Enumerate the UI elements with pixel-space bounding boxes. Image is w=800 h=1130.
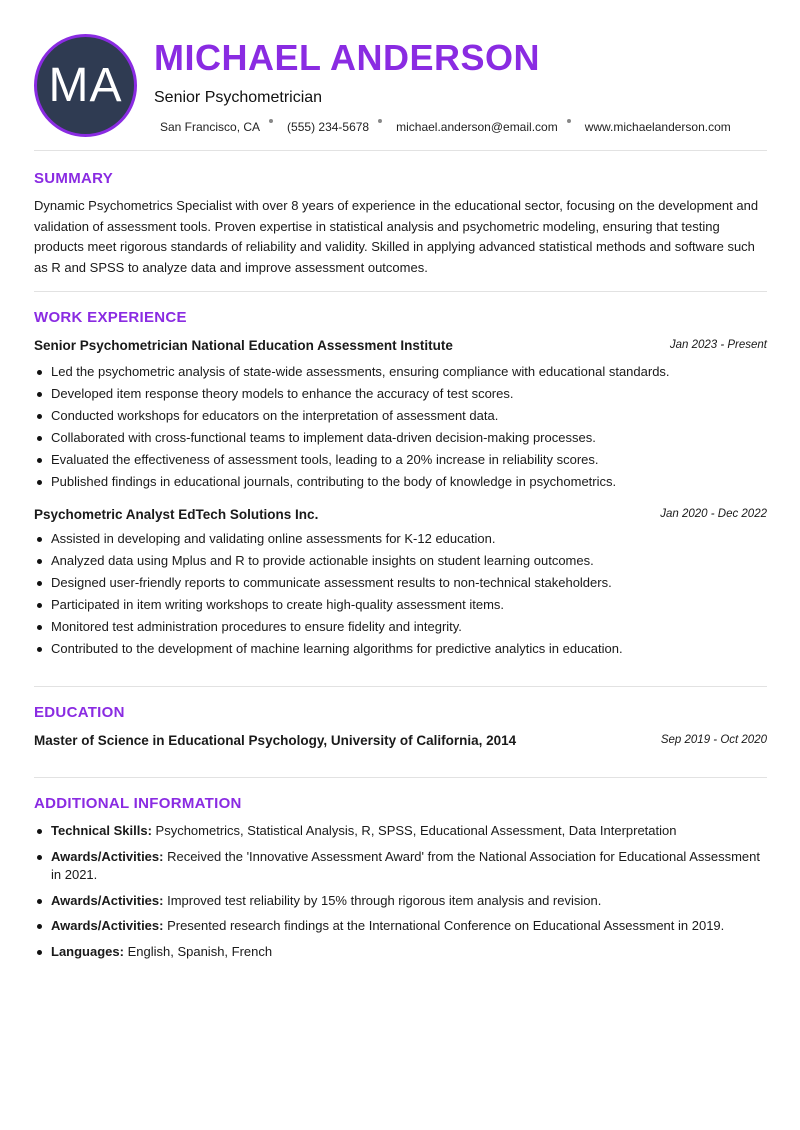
info-text: Presented research findings at the International Conference on Educational Assessment in 2019.: [163, 918, 725, 933]
info-text: Improved test reliability by 15% through rigorous item analysis and revision.: [163, 892, 602, 908]
info-text: Psychometrics, Statistical Analysis, R, SPSS, Educational Assessment, Data Interpretation: [151, 823, 677, 838]
job-bullet: Assisted in developing and validating online assessments for K-12 education.: [34, 528, 767, 550]
work-experience-heading: WORK EXPERIENCE: [34, 309, 187, 326]
job-header: [34, 507, 767, 525]
info-item: [34, 892, 767, 911]
avatar-initials: MA: [48, 59, 123, 112]
job-dates: Jan 2023 - Present: [669, 339, 767, 351]
job-dates: Jan 2020 - Dec 2022: [660, 508, 767, 520]
contact-phone: (555) 234-5678: [287, 120, 370, 134]
section-divider: [34, 150, 767, 151]
section-divider: [34, 777, 767, 778]
contact-website[interactable]: www.michaelanderson.com: [584, 120, 731, 134]
avatar: [34, 34, 137, 137]
job-bullet: Monitored test administration procedures to ensure fidelity and integrity.: [34, 616, 767, 638]
job-bullet: Published findings in educational journals, contributing to the body of knowledge in psychometrics.: [34, 471, 767, 493]
candidate-name: MICHAEL ANDERSON: [154, 37, 541, 78]
job-role: Senior Psychometrician National Education Assessment Institute: [34, 338, 453, 353]
additional-info-heading: ADDITIONAL INFORMATION: [34, 795, 242, 812]
summary-heading: SUMMARY: [34, 170, 114, 187]
info-label: Technical Skills:: [51, 823, 152, 838]
info-item: [34, 822, 767, 841]
education-entry: [34, 733, 767, 751]
education-degree: Master of Science in Educational Psychology, University of California, 2014: [34, 733, 517, 748]
separator-dot: [378, 119, 382, 123]
info-item: [34, 848, 767, 885]
job-bullet: Collaborated with cross-functional teams to implement data-driven decision-making processes.: [34, 427, 767, 449]
job-header: [34, 338, 767, 356]
contact-line: [160, 120, 731, 134]
additional-info-list: [34, 822, 767, 961]
education-dates: Sep 2019 - Oct 2020: [660, 734, 767, 746]
job-bullet: Evaluated the effectiveness of assessment tools, leading to a 20% increase in reliability scores.: [34, 449, 767, 471]
info-label: Awards/Activities:: [51, 892, 164, 908]
contact-email[interactable]: michael.anderson@email.com: [396, 120, 558, 134]
section-divider: [34, 686, 767, 687]
education-heading: EDUCATION: [34, 704, 125, 721]
job-bullet: Designed user-friendly reports to communicate assessment results to non-technical stakeholders.: [34, 572, 767, 594]
job-bullets: [34, 528, 767, 660]
resume-header: [34, 34, 767, 138]
info-item: [34, 917, 767, 936]
separator-dot: [269, 119, 273, 123]
separator-dot: [567, 119, 571, 123]
job-bullet: Conducted workshops for educators on the interpretation of assessment data.: [34, 405, 767, 427]
job-bullet: Developed item response theory models to enhance the accuracy of test scores.: [34, 383, 767, 405]
info-label: Languages:: [51, 943, 124, 959]
contact-location: San Francisco, CA: [160, 120, 261, 134]
summary-text: Dynamic Psychometrics Specialist with over 8 years of experience in the educational sector, focusing on the development and validation of assessment tools. Proven expertise in statistical analysis and psychometric modeling, ensuring that testing products meet rigorous standards of reliability and validity. Skilled in applying advanced statistical methods and software such as R and SPSS to analyze data and improve assessment outcomes.: [34, 198, 759, 275]
job-bullet: Contributed to the development of machine learning algorithms for predictive analytics in education.: [34, 638, 767, 660]
job-bullet: Participated in item writing workshops to create high-quality assessment items.: [34, 594, 767, 616]
info-text: English, Spanish, French: [123, 943, 273, 959]
info-text: Received the 'Innovative Assessment Award' from the National Association for Educational Assessment in 2021.: [51, 848, 761, 882]
info-item: [34, 943, 767, 962]
section-divider: [34, 291, 767, 292]
job-bullet: Analyzed data using Mplus and R to provide actionable insights on student learning outcomes.: [34, 550, 767, 572]
candidate-title: Senior Psychometrician: [154, 89, 323, 106]
job-role: Psychometric Analyst EdTech Solutions Inc.: [34, 507, 319, 522]
info-label: Awards/Activities:: [51, 918, 164, 933]
job-bullet: Led the psychometric analysis of state-wide assessments, ensuring compliance with educational standards.: [34, 361, 767, 383]
info-label: Awards/Activities:: [51, 848, 164, 864]
job-bullets: [34, 361, 767, 493]
